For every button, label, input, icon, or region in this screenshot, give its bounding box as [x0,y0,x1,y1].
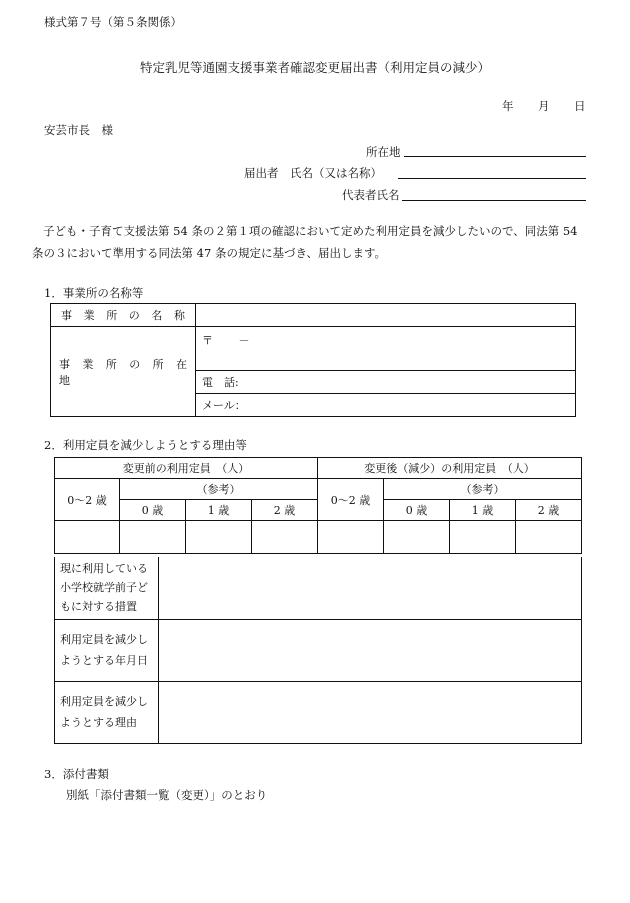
section2-heading: 2．利用定員を減少しようとする理由等 [44,438,247,452]
facility-address-label: 事 業 所 の 所 在 地 [59,357,198,387]
current-measures-cell[interactable] [159,557,582,619]
reduction-reason-cell[interactable] [159,681,582,743]
location-line[interactable] [404,156,586,157]
after-age-1-value[interactable] [450,521,516,554]
after-age-0-2-header: 0～2 歳 [318,479,384,521]
reduction-date-label-cell [55,619,159,681]
representative-line[interactable] [402,200,586,201]
representative-label: 代表者氏名 [342,188,400,202]
facility-table [50,303,576,417]
reduction-reason-label: 利用定員を減少しようとする理由 [60,695,148,729]
before-age-1-header: 1 歳 [186,500,252,521]
before-age-0-2-header: 0～2 歳 [55,479,120,521]
document-title: 特定乳児等通園支援事業者確認変更届出書（利用定員の減少） [139,60,490,75]
date-year-label: 年 [502,99,514,113]
postal-address-cell[interactable] [196,327,576,371]
applicant-label: 届出者 [244,166,279,180]
email-label: メール： [202,399,246,412]
facility-name-label-cell [51,304,196,327]
capacity-table [54,457,582,554]
addressee: 安芸市長 様 [44,123,113,137]
before-age-0-2-value[interactable] [55,521,120,554]
after-age-0-value[interactable] [384,521,450,554]
reduction-reason-label-cell [55,681,159,743]
reason-table [54,557,582,744]
section3-heading: 3．添付書類 [44,767,109,781]
current-measures-label-cell [55,557,159,619]
current-measures-label: 現に利用している小学校就学前子どもに対する措置 [60,562,148,614]
after-age-0-2-value[interactable] [318,521,384,554]
name-line[interactable] [398,178,586,179]
before-age-2-header: 2 歳 [252,500,318,521]
reduction-date-label: 利用定員を減少しようとする年月日 [60,633,148,667]
before-age-0-value[interactable] [120,521,186,554]
before-age-2-value[interactable] [252,521,318,554]
after-capacity-header: 変更後（減少）の利用定員 （人） [318,458,582,479]
attachment-note: 別紙「添付書類一覧（変更）」のとおり [66,788,268,802]
reduction-date-cell[interactable] [159,619,582,681]
after-reference-header: （参考） [384,479,582,500]
after-age-1-header: 1 歳 [450,500,516,521]
before-reference-header: （参考） [120,479,318,500]
date-month-label: 月 [538,99,550,113]
form-number: 様式第７号（第５条関係） [44,15,182,29]
date-day-label: 日 [574,99,586,113]
before-age-1-value[interactable] [186,521,252,554]
after-age-2-header: 2 歳 [516,500,582,521]
phone-label: 電 話: [202,376,239,389]
before-capacity-header: 変更前の利用定員 （人） [55,458,318,479]
phone-cell[interactable] [196,371,576,394]
body-text: 子ども・子育て支援法第 54 条の２第１項の確認において定めた利用定員を減少したいので、同法第 54 条の３において準用する同法第 47 条の規定に基づき、届出します。 [32,224,578,260]
after-age-0-header: 0 歳 [384,500,450,521]
after-age-2-value[interactable] [516,521,582,554]
facility-address-label-cell [51,327,196,417]
facility-name-cell[interactable] [196,304,576,327]
facility-name-label: 事 業 所 の 名 称 [61,309,185,322]
location-label: 所在地 [366,145,401,159]
email-cell[interactable] [196,394,576,417]
before-age-0-header: 0 歳 [120,500,186,521]
name-label: 氏名（又は名称） [290,166,382,180]
section1-heading: 1．事業所の名称等 [44,286,144,300]
postal-mark: 〒 － [202,334,250,347]
